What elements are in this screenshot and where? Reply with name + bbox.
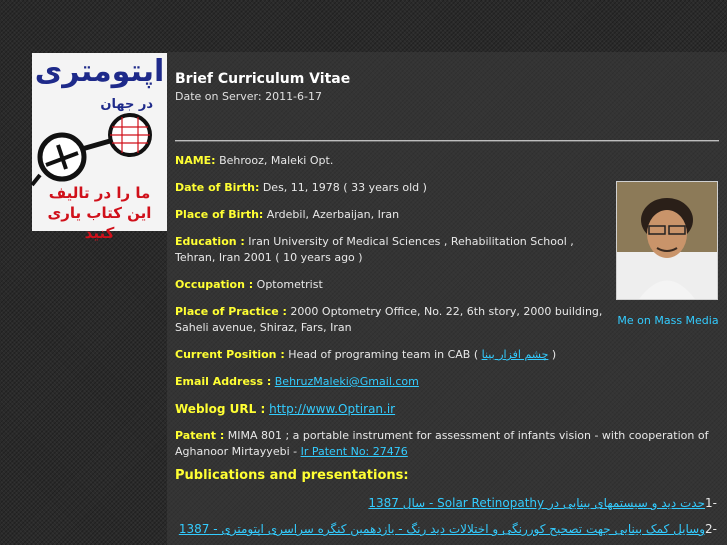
person-portrait-icon: [617, 182, 717, 299]
publication-item: [177, 495, 717, 511]
logo-slogan-line-2: این کتاب یاری کنید: [47, 204, 152, 242]
logo-slogan-line-1: ما را در تالیف: [48, 184, 151, 202]
field-label: Current Position :: [175, 348, 285, 361]
weblog-link[interactable]: http://www.Optiran.ir: [269, 402, 396, 416]
field-value-suffix: ): [548, 348, 557, 361]
publications-heading: Publications and presentations:: [175, 468, 409, 483]
field-email: [175, 374, 615, 390]
field-value: Behrooz, Maleki Opt.: [215, 154, 334, 167]
page-title: Brief Curriculum Vitae: [175, 71, 351, 87]
field-value: MIMA 801 ; a portable instrument for assessment of infants vision - with cooperation of Aghanoor Mirtayyebi -: [175, 429, 709, 458]
field-occupation: [175, 277, 615, 293]
top-strip: [0, 0, 727, 52]
field-value: Iran University of Medical Sciences , Rehabilitation School , Tehran, Iran 2001 ( 10 years ago ): [175, 235, 574, 264]
publication-number: 1-: [705, 496, 717, 510]
publication-link[interactable]: وسایل کمک بینایی جهت تصحیح کوررنگی و اختلالات دید رنگ - یازدهمین کنگره سراسری اپتومتری - 1387: [178, 522, 706, 536]
field-label: Place of Birth:: [175, 208, 264, 221]
field-education: [175, 234, 615, 266]
field-label: NAME:: [175, 154, 216, 167]
field-label: Place of Practice :: [175, 305, 287, 318]
field-label: Education :: [175, 235, 245, 248]
field-value: Des, 11, 1978 ( 33 years old ): [259, 181, 427, 194]
email-link[interactable]: BehruzMaleki@Gmail.com: [274, 375, 419, 388]
field-patent: [175, 428, 715, 460]
field-weblog: [175, 401, 615, 417]
profile-photo[interactable]: [616, 181, 718, 300]
field-value: Optometrist: [253, 278, 323, 291]
server-date: Date on Server: 2011-6-17: [175, 90, 322, 103]
company-link[interactable]: چشم افزار بینا: [481, 348, 549, 361]
publication-item: [177, 521, 717, 537]
photo-caption[interactable]: Me on Mass Media: [617, 314, 719, 327]
logo-subtitle: در جهان: [100, 97, 153, 112]
publication-link[interactable]: حدت دید و سیستمهای بینایی در Solar Retinopathy - سال 1387: [368, 496, 706, 510]
field-value: 2000 Optometry Office, No. 22, 6th story, 2000 building, Saheli avenue, Shiraz, Fars, Iran: [175, 305, 603, 334]
field-label: Patent :: [175, 429, 225, 442]
field-date-of-birth: [175, 180, 615, 196]
glasses-globe-icon: [32, 113, 167, 188]
book-logo[interactable]: [32, 53, 167, 242]
field-current-position: [175, 347, 615, 363]
field-label: Weblog URL :: [175, 402, 266, 416]
field-label: Date of Birth:: [175, 181, 260, 194]
logo-slogan: [32, 183, 167, 243]
patent-link[interactable]: Ir Patent No: 27476: [300, 445, 408, 458]
field-place-of-practice: [175, 304, 615, 336]
field-place-of-birth: [175, 207, 615, 223]
divider: [175, 140, 719, 142]
publication-number: 2-: [705, 522, 717, 536]
field-value: Ardebil, Azerbaijan, Iran: [263, 208, 400, 221]
field-value: Head of programing team in CAB (: [284, 348, 482, 361]
field-name: [175, 153, 615, 169]
logo-title: اپتومتری: [34, 54, 165, 89]
field-label: Email Address :: [175, 375, 272, 388]
field-label: Occupation :: [175, 278, 254, 291]
